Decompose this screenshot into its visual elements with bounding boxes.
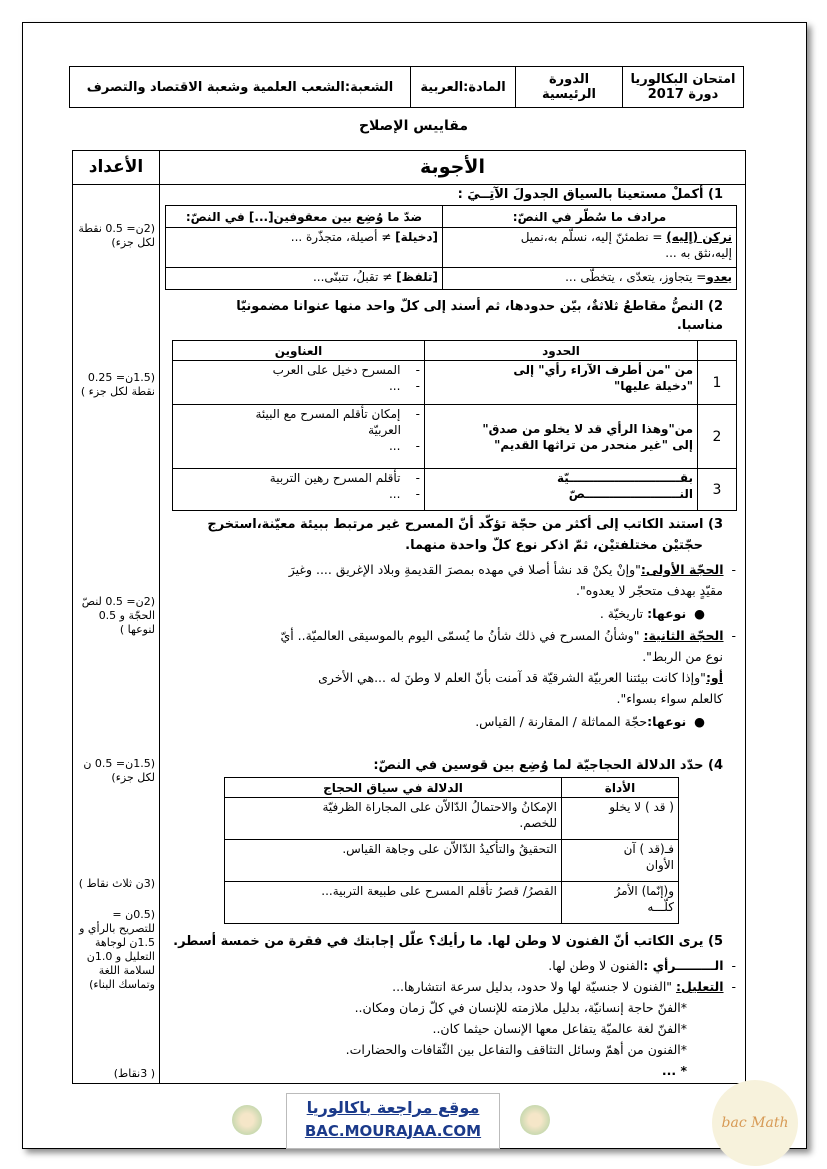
q1-synonym-value-1: = نطمئنّ إليه، نسلّم به،نميل <box>520 230 663 244</box>
q1-table <box>165 205 737 290</box>
answers-column-header: الأجوبة <box>420 156 485 178</box>
q5-opinion: الفنون لا وطن لها. <box>548 958 644 973</box>
score-q6: ( 3نقاط) <box>113 1067 155 1080</box>
q1-antonym-cell-2 <box>166 268 443 290</box>
q2-title-2a: - إمكان تأقلم المسرح مع البيئة <box>255 407 420 421</box>
q4-tool-2a: فـ(قد ) آن <box>623 842 674 856</box>
score-q2: (1.5ن= 0.25 نقطة لكل جزء ) <box>80 371 155 398</box>
q5-opinion-line: - الـــــــــرأي :الفنون لا وطن لها. <box>548 958 736 973</box>
q4-meaning-2: التحقيقُ والتأكيدُ الدّالاّن على وجاهة القياس. <box>225 840 562 882</box>
q2-title-line1: 2) النصُّ مقاطعُ ثلاثةٌ، بيّن حدودها، ثم أسند إلى كلّ واحد منها عنوانا مضمونيّا <box>236 299 723 314</box>
q1-antonym-value-1: ≠ أصيلة، متجذّرة ... <box>290 230 392 244</box>
q3-arg2-type: ● نوعها:حجّة المماثلة / المقارنة / القياس. <box>475 714 705 729</box>
q3-arg1-type: ● نوعها: تاريخيّة . <box>599 606 705 621</box>
q2-bounds-1 <box>425 361 698 405</box>
q2-bounds-3b: النـــــــــــــــــــــــصّ <box>568 487 693 501</box>
exam-info <box>623 67 744 108</box>
q5-reason-line: - التعليل: "الفنون لا جنسيّة لها ولا حدود، بدليل سرعة انتشارها... <box>392 979 736 994</box>
score-q5: (3ن ثلاث نقاط ) <box>78 877 155 890</box>
exam-header <box>69 66 744 108</box>
q2-bounds-2 <box>425 405 698 469</box>
q4-tool-2b: الأوان <box>645 858 674 872</box>
q3-arg2-label: الحجّة الثانية: <box>643 628 724 643</box>
q3-arg2-line3 <box>318 669 723 686</box>
q2-row-num-1: 1 <box>698 361 737 405</box>
q2-title-2b <box>177 422 420 438</box>
q2-row-num-3: 3 <box>698 469 737 511</box>
q2-title-2c: - ... <box>388 439 420 453</box>
q3-type-label-2: نوعها: <box>647 714 687 729</box>
q4-meaning-1a: الإمكانُ والاحتمالُ الدّالاّن على المجاراة الظرفيّة <box>322 800 557 814</box>
q4-tool-1: ( قد ) لا يخلو <box>562 798 679 840</box>
score-q4: (1.5ن= 0.5 ن لكل جزء) <box>83 757 155 784</box>
q2-bounds-3 <box>425 469 698 511</box>
q1-antonym-value-2: ≠ تقبلُ، تتبنّى... <box>312 270 393 284</box>
q5-reason-label: التعليل: <box>676 979 724 994</box>
q5-opinion-label: الـــــــــرأي : <box>643 958 724 973</box>
exam-subject: المادة:العربية <box>411 67 516 108</box>
q2-col-titles: العناوين <box>173 341 425 361</box>
q2-title-3b: - ... <box>388 487 420 501</box>
q4-tool-3a: و(إنّما) الأمرُ <box>614 884 674 898</box>
q1-col-antonym: ضدّ ما وُضِع بين معقوفين[...] في النصّ: <box>166 206 443 228</box>
q5-item-3: *الفنون من أهمّ وسائل التثاقف والتفاعل بين الثّقافات والحضارات. <box>345 1042 687 1057</box>
q1-synonym-term-2: يعدو <box>706 270 732 284</box>
column-divider <box>159 151 160 1083</box>
q4-col-tool: الأداة <box>562 778 679 798</box>
q1-synonym-cell-1 <box>443 228 737 268</box>
q3-arg1-type-value: تاريخيّة . <box>599 606 644 621</box>
q2-titles-3 <box>173 469 425 511</box>
q3-arg2-text-a: "وشأنُ المسرح في ذلك شأنُ ما يُسمّى اليوم بالموسيقى العالميّة.. أيّ <box>280 628 640 643</box>
score-q1: (2ن= 0.5 نقطة لكل جزء) <box>78 222 155 249</box>
q4-tool-3b: كلّـــه <box>647 900 674 914</box>
q1-antonym-term-1: [دخيلة] <box>395 230 438 244</box>
q3-title-line1: 3) استند الكاتب إلى أكثر من حجّة تؤكّد أنّ المسرح غير مرتبط ببيئة معيّنة،استخرج <box>207 517 723 532</box>
header-divider <box>73 184 745 185</box>
q2-col-bounds: الحدود <box>425 341 698 361</box>
q2-title-1a-text: المسرح دخيل على العرب <box>272 363 401 377</box>
q4-meaning-1 <box>225 798 562 840</box>
q5-item-2: *الفنّ لغة عالميّة يتفاعل معها الإنسان حيثما كان.. <box>432 1021 687 1036</box>
q4-title: 4) حدّد الدلالة الحجاجيّة لما وُضِع بين قوسين في النصّ: <box>373 758 723 773</box>
exam-session: الدورة الرئيسية <box>516 67 623 108</box>
q1-synonym-value-1b: إليه،نثق به ... <box>665 246 732 260</box>
q3-arg1-text-a: "وإنْ يكنْ قد نشأ أصلا في مهده بمصرَ القديمةِ وبلاد الإغريق .... وغيرَ <box>288 562 641 577</box>
q2-col-num <box>698 341 737 361</box>
q5-item-4: * ... <box>661 1063 687 1078</box>
q3-arg1-line1: - الحجّة الأولى:"وإنْ يكنْ قد نشأ أصلا في مهده بمصرَ القديمةِ وبلاد الإغريق .... وغيرَ <box>288 562 736 577</box>
q4-col-meaning: الدلالة في سياق الحجاج <box>225 778 562 798</box>
q2-title-1b: - ... <box>388 379 420 393</box>
q2-titles-2 <box>173 405 425 469</box>
q5-title: 5) يرى الكاتب أنّ الفنون لا وطن لها. ما رأيك؟ علّل إجابتك في فقرة من خمسة أسطر. <box>173 934 723 949</box>
q4-meaning-1b: للخصم. <box>519 816 557 830</box>
q2-table <box>172 340 737 511</box>
q3-title-line2: حجّتيْن مختلفتيْن، ثمّ اذكر نوع كلّ واحدة منهما. <box>405 538 703 553</box>
q2-title-2c-text: ... <box>388 439 401 453</box>
q1-col-synonym: مرادف ما سُطّر في النصّ: <box>443 206 737 228</box>
site-logo-left <box>232 1105 262 1135</box>
q2-title-1b-text: ... <box>388 379 401 393</box>
q3-type-label-1: نوعها: <box>647 606 687 621</box>
q2-bounds-1b: "دخيلة عليها" <box>614 379 693 393</box>
q2-title-1a: - المسرح دخيل على العرب <box>272 363 420 377</box>
q3-arg2-line4: كالعلم سواء بسواء". <box>616 691 723 706</box>
site-name-arabic: موقع مراجعة باكالوريا <box>306 1098 480 1117</box>
q1-antonym-term-2: [تلفظ] <box>396 270 438 284</box>
q2-row-num-2: 2 <box>698 405 737 469</box>
q5-item-1: *الفنّ حاجة إنسانيّة، بدليل ملازمته للإنسان في كلّ زمان ومكان.. <box>354 1000 687 1015</box>
q3-arg2-line2: نوع من الربط". <box>642 649 723 664</box>
q3-arg2-text-c: "وإذا كانت بيئتنا العربيّة الشرقيّة قد آمنت بأنّ العلم لا وطنَ له ...هي الأخرى <box>318 670 706 685</box>
exam-name: امتحان البكالوريا <box>630 72 736 87</box>
q1-antonym-cell-1 <box>166 228 443 268</box>
page-title: مقاييس الإصلاح <box>358 118 469 134</box>
q3-arg1-line2: مقيّدٍ بهدف متحجّر لا يعدوه". <box>575 583 723 598</box>
q3-arg1-label: الحجّة الأولى: <box>640 562 724 577</box>
q2-bounds-1a: من "من أطرف الآراء رأي" إلى <box>513 363 693 377</box>
site-logo-right <box>520 1105 550 1135</box>
q2-titles-1 <box>173 361 425 405</box>
q2-title-3a-text: تأقلم المسرح رهين التربية <box>269 471 401 485</box>
q2-title-2b-text: العربيّة <box>368 423 401 437</box>
score-q3: (2ن= 0.5 لنصّ الحجّة و 0.5 لنوعها ) <box>81 595 155 636</box>
q5-reason: "الفنون لا جنسيّة لها ولا حدود، بدليل سرعة انتشارها... <box>392 979 673 994</box>
q4-tool-3 <box>562 882 679 924</box>
bacmath-logo: bac Math <box>712 1080 798 1166</box>
site-url: BAC.MOURAJAA.COM <box>304 1122 482 1140</box>
q4-meaning-3: القصرُ/ قصرُ تأقلم المسرح على طبيعة التربية... <box>225 882 562 924</box>
q1-synonym-cell-2 <box>443 268 737 290</box>
q2-title-3a: - تأقلم المسرح رهين التربية <box>269 471 420 485</box>
exam-branch: الشعبة:الشعب العلمية وشعبة الاقتصاد والتصرف <box>70 67 411 108</box>
q1-synonym-term-1: نركن (إليه) <box>666 230 732 244</box>
score-q5-detail: (0.5ن = للتصريح بالرأي و 1.5ن لوجاهة التعليل و 1.0ن لسلامة اللغة وتماسك البناء) <box>79 908 155 991</box>
q2-bounds-2a: من"وهذا الرأي قد لا يخلو من صدق" <box>482 421 693 436</box>
q3-arg2-line1: - الحجّة الثانية: "وشأنُ المسرح في ذلك شأنُ ما يُسمّى اليوم بالموسيقى العالميّة.. أيّ <box>280 628 736 643</box>
q4-table <box>224 777 679 924</box>
q2-title-line2: مناسبا. <box>676 318 723 333</box>
scores-column-header: الأعداد <box>88 157 144 177</box>
q2-bounds-3a: بقـــــــــــــــــــــــــــيّة <box>556 471 693 485</box>
q4-tool-2 <box>562 840 679 882</box>
q2-title-3b-text: ... <box>388 487 401 501</box>
q2-title-2a-text: إمكان تأقلم المسرح مع البيئة <box>255 407 401 421</box>
exam-year: دورة 2017 <box>647 87 719 102</box>
q1-synonym-value-2: = يتجاوز، يتعدّى ، يتخطّى ... <box>565 270 707 284</box>
q3-arg2-type-value: حجّة المماثلة / المقارنة / القياس. <box>475 714 648 729</box>
q3-or-label: أو: <box>705 670 723 685</box>
site-footer-link[interactable] <box>286 1093 500 1149</box>
q1-title: 1) أكملْ مستعينا بالسياق الجدولَ الآتِــيَ : <box>457 187 723 202</box>
q2-bounds-2b: إلى "غير منحدر من تراثها القديم" <box>494 437 693 452</box>
